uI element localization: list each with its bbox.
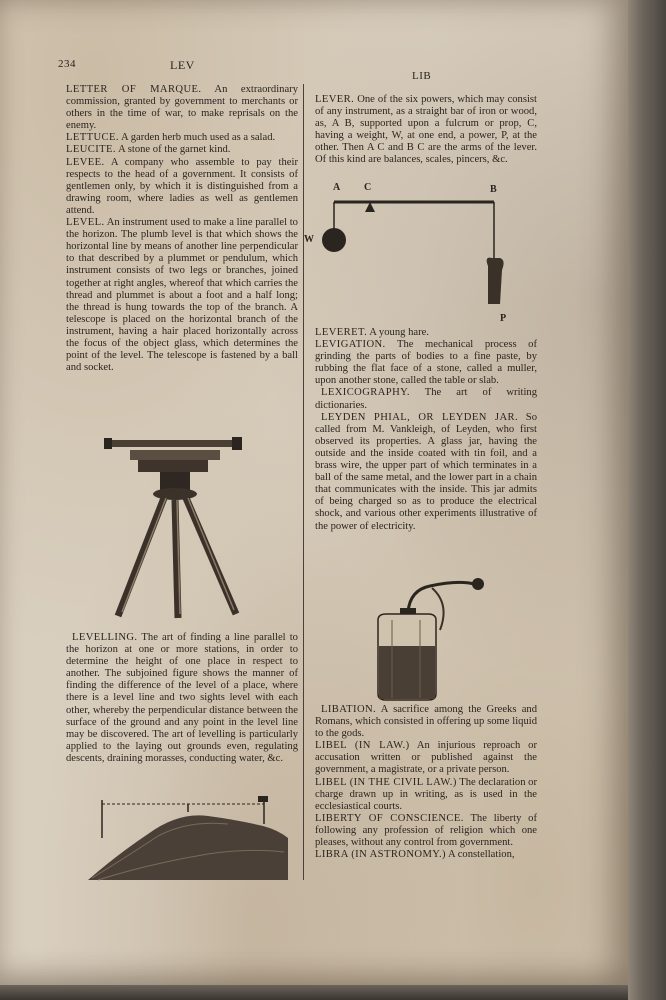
entry-liberty xyxy=(315,813,537,849)
right-column-middle xyxy=(315,327,537,533)
headword: LIBEL (IN THE CIVIL LAW.) xyxy=(315,776,457,788)
entry-body: An extraordinary commission, granted by government to merchants or others in the time of war, to make reprisals on the enemy. xyxy=(66,84,298,132)
entry-body: A company who assemble to pay their respects to the head of a government. It consists of gentlemen only, by which it is distinguished from a drawing room, where ladies as well as gentlemen attend. xyxy=(66,156,298,216)
entry-body: One of the six powers, which may consist of any instrument, as a straight bar of iron or wood, as, A B, supported upon a fulcrum or prop, C, having a weight, W, at one end, a power, P, at the other. Then A C and B C are the arms of the lever. Of this kind are balances, scales, pincers, &c. xyxy=(315,94,537,166)
entry-body: The art of writing dictionaries. xyxy=(315,387,537,411)
right-guide-word: LIB xyxy=(412,70,432,82)
entry-leveret xyxy=(315,327,537,339)
entry-levee xyxy=(66,157,298,217)
entry-lettuce xyxy=(66,132,298,144)
left-column-top xyxy=(66,84,298,374)
page-bottom-shadow xyxy=(0,985,628,1000)
right-column-top xyxy=(315,94,537,167)
entry-body: A constellation, xyxy=(448,849,515,861)
entry-body: The art of finding a line parallel to the horizon at one or more stations, in order to determine the height of one place in respect to another. The subjoined figure shows the manner of finding the difference of the level of a place, where there is a level line and two sights level with each other, whereby the perpendicular distance between the surface of the ground and any point in the level line may be discovered. The art of levelling is particularly applied to the laying out grounds even, regulating descents, draining morasses, conducting water, &c. xyxy=(66,632,298,764)
lever-diagram xyxy=(316,196,506,306)
left-guide-word: LEV xyxy=(170,58,195,72)
leyden-jar-illustration xyxy=(370,576,490,702)
lever-label-w: W xyxy=(304,234,314,245)
headword: LEXICOGRAPHY. xyxy=(321,387,410,399)
entry-letter-of-marque xyxy=(66,84,298,132)
lever-label-p: P xyxy=(500,313,507,324)
entry-levigation xyxy=(315,339,537,387)
headword: LEVER. xyxy=(315,94,355,105)
headword: LIBATION. xyxy=(321,704,377,715)
lever-label-c: C xyxy=(364,182,372,193)
entry-level xyxy=(66,217,298,374)
entry-body: The liberty of following any profession of religion which one pleases, without any control from government. xyxy=(315,812,537,849)
entry-libra xyxy=(315,849,537,861)
headword: LETTER OF MARQUE. xyxy=(66,84,202,95)
column-divider xyxy=(303,84,304,880)
entry-body: The mechanical process of grinding the parts of bodies to a fine paste, by rubbing the flat face of a stone, called a muller, upon another stone, called the table or slab. xyxy=(315,339,537,387)
lever-label-b: B xyxy=(490,184,497,195)
headword: LEVELLING. xyxy=(72,632,138,643)
entry-body: An injurious reproach or accusation written or published against the government, a magistrate, or a private person. xyxy=(315,740,537,776)
level-instrument-illustration xyxy=(100,432,260,622)
lever-label-a: A xyxy=(333,182,341,193)
left-column-bottom xyxy=(66,632,298,765)
levelling-hill-illustration xyxy=(88,794,288,884)
right-column-bottom xyxy=(315,704,537,861)
page-edge xyxy=(628,0,666,1000)
headword: LIBERTY OF CONSCIENCE. xyxy=(315,812,464,824)
headword: LEVIGATION. xyxy=(315,339,386,351)
entry-leucite xyxy=(66,144,298,156)
entry-body: The declaration or charge drawn up in writing, as is used in the ecclesiastical courts. xyxy=(315,776,537,812)
headword: LEYDEN PHIAL, OR LEYDEN JAR. xyxy=(321,411,519,423)
entry-body: An instrument used to make a line parallel to the horizon. The plumb level is that which shows the horizontal line by means of another line perpendicular to that described by a plummet or pendulum, which instrument consists of two legs or branches, joined together at right angles, whereof that which carries the thread and plummet is about a foot and a half long; the thread is hung towards the top of the branch. A telescope is placed on the horizontal branch of the instrument, having a hair placed horizontally across the focus of the object glass, which determines the point of the level. The telescope is fastened by a ball and socket. xyxy=(66,217,298,374)
headword: LEVEL. xyxy=(66,217,105,229)
entry-libel-law xyxy=(315,740,537,776)
entry-lexicography xyxy=(315,387,537,411)
page-number: 234 xyxy=(58,58,76,70)
entry-lever xyxy=(315,94,537,167)
entry-levelling xyxy=(66,632,298,765)
headword: LEUCITE. xyxy=(66,144,116,156)
headword: LETTUCE. xyxy=(66,132,119,144)
entry-body: So called from M. Vankleigh, of Leyden, who first observed its properties. A glass jar, having the outside and the inside coated with tin foil, and a brass wire, the upper part of which terminates in a ball of the same metal, and the lower part in a chain that communicates with the inside. This jar admits of being charged so as to produce the electrical shock, and various other experiments illustrative of the power of electricity. xyxy=(315,411,537,532)
headword: LEVERET. xyxy=(315,327,368,338)
headword: LIBEL (IN LAW.) xyxy=(315,740,410,752)
entry-body: A garden herb much used as a salad. xyxy=(121,132,276,144)
entry-body: A young hare. xyxy=(369,327,429,338)
headword: LEVEE. xyxy=(66,156,105,168)
entry-body: A sacrifice among the Greeks and Romans, which consisted in offering up some liquid to the gods. xyxy=(315,704,537,740)
entry-body: A stone of the garnet kind. xyxy=(118,144,231,156)
headword: LIBRA (IN ASTRONOMY.) xyxy=(315,849,446,861)
entry-libel-civil xyxy=(315,777,537,813)
entry-leyden xyxy=(315,412,537,533)
entry-libation xyxy=(315,704,537,740)
